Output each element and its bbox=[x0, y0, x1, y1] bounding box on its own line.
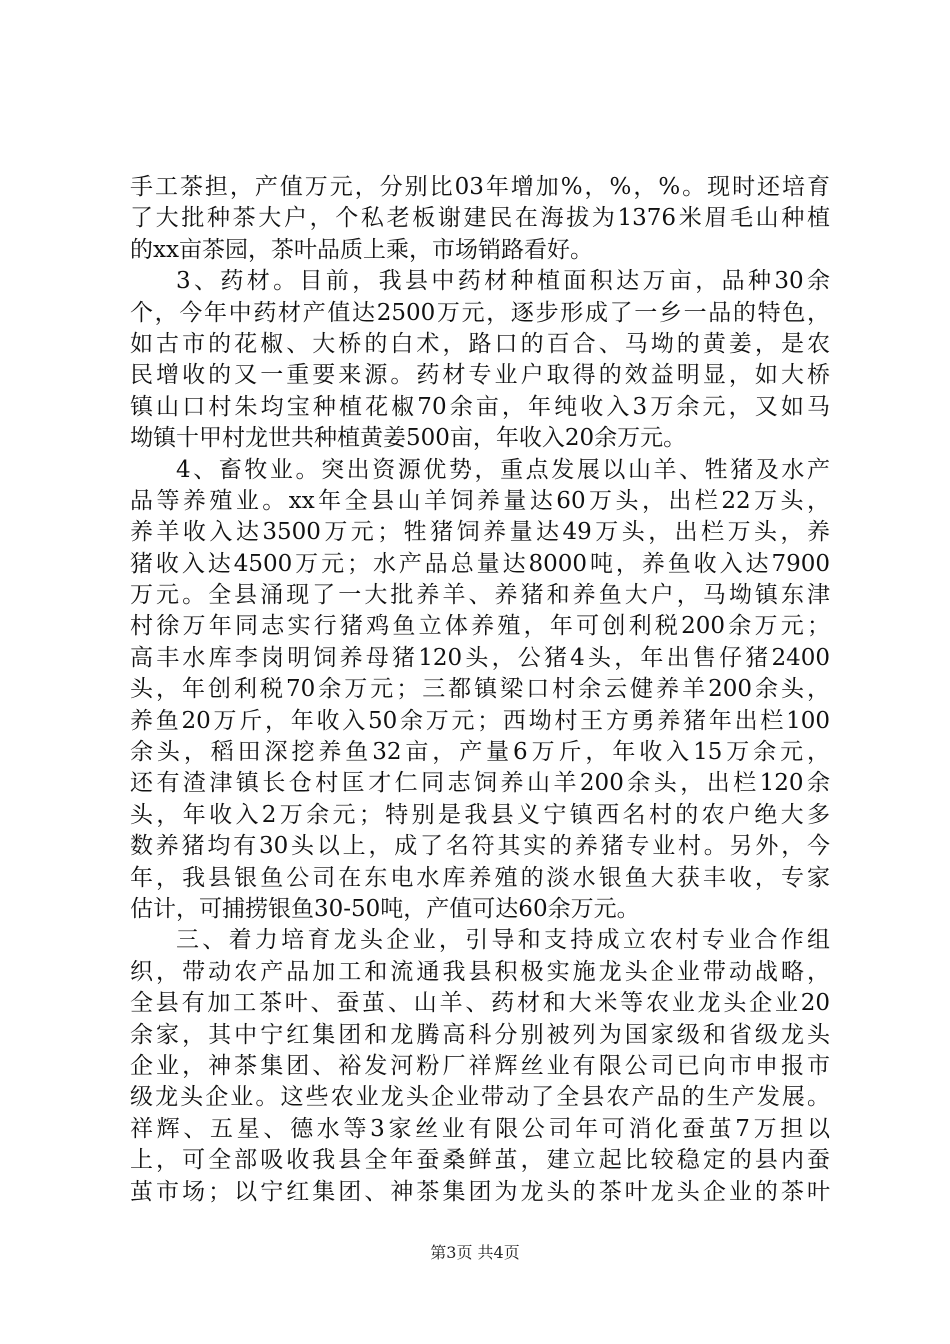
text-line: 个，今年中药材产值达2500万元，逐步形成了一乡一品的特色， bbox=[130, 299, 830, 326]
text-line: 民增收的又一重要来源。药材专业户取得的效益明显，如大桥 bbox=[130, 362, 830, 389]
text-line: 手工茶担，产值万元，分别比03年增加%，%，%。现时还培育 bbox=[130, 174, 830, 200]
text-line: 如古市的花椒、大桥的白术，路口的百合、马坳的黄姜，是农 bbox=[130, 330, 830, 357]
text-line: 还有渣津镇长仓村匡才仁同志饲养山羊200余头，出栏120余 bbox=[130, 770, 830, 797]
text-line: 万元。全县涌现了一大批养羊、养猪和养鱼大户，马坳镇东津 bbox=[130, 582, 830, 609]
text-line: 坳镇十甲村龙世共种植黄姜500亩，年收入20余万元。 bbox=[130, 425, 687, 452]
text-line: 村徐万年同志实行猪鸡鱼立体养殖，年可创利税200余万元； bbox=[130, 613, 830, 640]
text-line: 上，可全部吸收我县全年蚕桑鲜茧，建立起比较稳定的县内蚕 bbox=[130, 1147, 830, 1174]
text-line: 养羊收入达3500万元；牲猪饲养量达49万头，出栏万头，养 bbox=[130, 519, 830, 546]
text-line: 头，年创利税70余万元；三都镇梁口村余云健养羊200余头， bbox=[130, 676, 830, 703]
page-footer: 第3页 共4页 bbox=[430, 1243, 520, 1262]
text-line: 的xx亩茶园，茶叶品质上乘，市场销路看好。 bbox=[130, 236, 593, 263]
text-line: 年，我县银鱼公司在东电水库养殖的淡水银鱼大获丰收，专家 bbox=[130, 864, 830, 891]
text-line: 4、畜牧业。突出资源优势，重点发展以山羊、牲猪及水产 bbox=[176, 456, 830, 483]
text-line: 全县有加工茶叶、蚕茧、山羊、药材和大米等农业龙头企业20 bbox=[130, 990, 830, 1017]
text-line: 级龙头企业。这些农业龙头企业带动了全县农产品的生产发展。 bbox=[130, 1084, 830, 1111]
text-line: 茧市场；以宁红集团、神茶集团为龙头的茶叶龙头企业的茶叶 bbox=[130, 1178, 830, 1205]
text-line: 养鱼20万斤，年收入50余万元；西坳村王方勇养猪年出栏100 bbox=[130, 707, 830, 734]
text-line: 余头，稻田深挖养鱼32亩，产量6万斤，年收入15万余元， bbox=[130, 739, 830, 766]
text-line: 猪收入达4500万元；水产品总量达8000吨，养鱼收入达7900 bbox=[130, 550, 830, 577]
body-text bbox=[130, 172, 830, 1208]
text-line: 高丰水库李岗明饲养母猪120头，公猪4头，年出售仔猪2400 bbox=[130, 644, 830, 671]
text-line: 织，带动农产品加工和流通我县积极实施龙头企业带动战略， bbox=[130, 958, 830, 985]
text-line: 估计，可捕捞银鱼30-50吨，产值可达60余万元。 bbox=[130, 895, 640, 922]
text-line: 企业，神茶集团、裕发河粉厂祥辉丝业有限公司已向市申报市 bbox=[130, 1052, 830, 1079]
text-line: 数养猪均有30头以上，成了名符其实的养猪专业村。另外，今 bbox=[130, 833, 830, 860]
text-line: 头，年收入2万余元；特别是我县义宁镇西名村的农户绝大多 bbox=[130, 801, 830, 828]
text-line: 镇山口村朱均宝种植花椒70余亩，年纯收入3万余元，又如马 bbox=[130, 393, 830, 420]
text-line: 了大批种茶大户，个私老板谢建民在海拔为1376米眉毛山种植 bbox=[130, 205, 830, 232]
text-line: 三、着力培育龙头企业，引导和支持成立农村专业合作组 bbox=[176, 927, 830, 954]
text-line: 祥辉、五星、德水等3家丝业有限公司年可消化蚕茧7万担以 bbox=[130, 1115, 830, 1142]
text-line: 品等养殖业。xx年全县山羊饲养量达60万头，出栏22万头， bbox=[130, 487, 830, 514]
text-line: 3、药材。目前，我县中药材种植面积达万亩，品种30余 bbox=[176, 268, 830, 295]
text-line: 余家，其中宁红集团和龙腾高科分别被列为国家级和省级龙头 bbox=[130, 1021, 830, 1048]
